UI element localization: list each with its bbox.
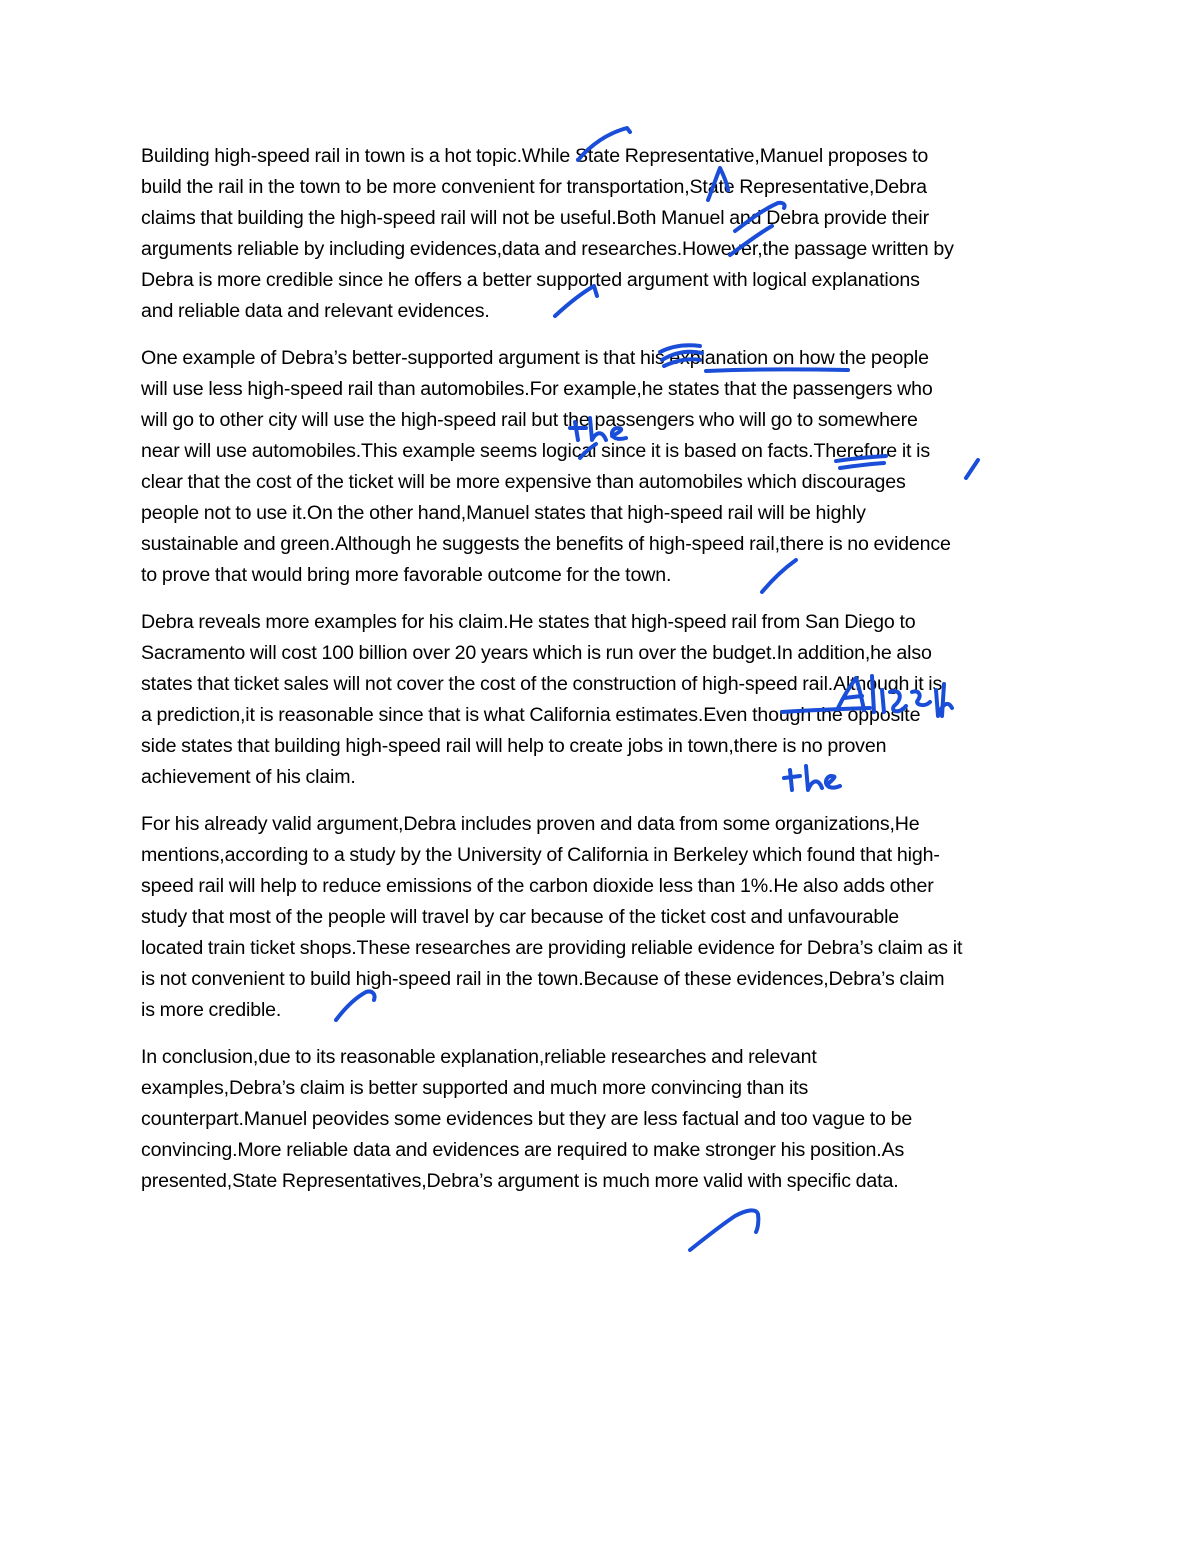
text-line: located train ticket shops.These researches are providing reliable evidence for Debra’s claim as it <box>141 937 963 959</box>
text-line: near will use automobiles.This example seems logical since it is based on facts.Therefore it is <box>141 440 930 462</box>
text-line: build the rail in the town to be more convenient for transportation,State Representative,Debra <box>141 176 927 198</box>
text-line: achievement of his claim. <box>141 766 356 788</box>
text-line: presented,State Representatives,Debra’s argument is much more valid with specific data. <box>141 1170 899 1192</box>
text-line: and reliable data and relevant evidences. <box>141 300 490 322</box>
text-line: Debra reveals more examples for his claim.He states that high-speed rail from San Diego to <box>141 611 916 633</box>
text-line: mentions,according to a study by the University of California in Berkeley which found that high- <box>141 844 940 866</box>
text-line: In conclusion,due to its reasonable explanation,reliable researches and relevant <box>141 1046 817 1068</box>
paragraph-2 <box>141 343 1066 591</box>
text-line: states that ticket sales will not cover the cost of the construction of high-speed rail.Although it is <box>141 673 943 695</box>
check-mark-7 <box>690 1210 758 1250</box>
text-line: people not to use it.On the other hand,Manuel states that high-speed rail will be highly <box>141 502 866 524</box>
paragraph-5 <box>141 1042 1066 1197</box>
text-line: is more credible. <box>141 999 282 1021</box>
text-line: is not convenient to build high-speed rail in the town.Because of these evidences,Debra’s claim <box>141 968 945 990</box>
paragraph-4 <box>141 809 1066 1026</box>
essay-body <box>141 141 1066 1213</box>
text-line: For his already valid argument,Debra includes proven and data from some organizations,He <box>141 813 920 835</box>
text-line: sustainable and green.Although he suggests the benefits of high-speed rail,there is no evidence <box>141 533 951 555</box>
text-line: Sacramento will cost 100 billion over 20 years which is run over the budget.In addition,he also <box>141 642 932 664</box>
text-line: to prove that would bring more favorable outcome for the town. <box>141 564 672 586</box>
text-line: speed rail will help to reduce emissions of the carbon dioxide less than 1%.He also adds other <box>141 875 934 897</box>
text-line: clear that the cost of the ticket will be more expensive than automobiles which discourages <box>141 471 906 493</box>
text-line: study that most of the people will travel by car because of the ticket cost and unfavourable <box>141 906 900 928</box>
text-line: convincing.More reliable data and evidences are required to make stronger his position.As <box>141 1139 905 1161</box>
text-line: One example of Debra’s better-supported argument is that his explanation on how the people <box>141 347 929 369</box>
text-line: Building high-speed rail in town is a hot topic.While State Representative,Manuel proposes to <box>141 145 929 167</box>
text-line: side states that building high-speed rail will help to create jobs in town,there is no proven <box>141 735 887 757</box>
paragraph-1 <box>141 141 1066 327</box>
paragraph-3 <box>141 607 1066 793</box>
text-line: will go to other city will use the high-speed rail but the passengers who will go to somewhere <box>141 409 918 431</box>
text-line: a prediction,it is reasonable since that is what California estimates.Even though the opposite <box>141 704 921 726</box>
text-line: arguments reliable by including evidences,data and researches.However,the passage written by <box>141 238 954 260</box>
text-line: claims that building the high-speed rail will not be useful.Both Manuel and Debra provide their <box>141 207 930 229</box>
text-line: will use less high-speed rail than automobiles.For example,he states that the passengers who <box>141 378 933 400</box>
text-line: examples,Debra’s claim is better supported and much more convincing than its <box>141 1077 809 1099</box>
text-line: counterpart.Manuel peovides some evidences but they are less factual and too vague to be <box>141 1108 913 1130</box>
text-line: Debra is more credible since he offers a better supported argument with logical explanations <box>141 269 920 291</box>
